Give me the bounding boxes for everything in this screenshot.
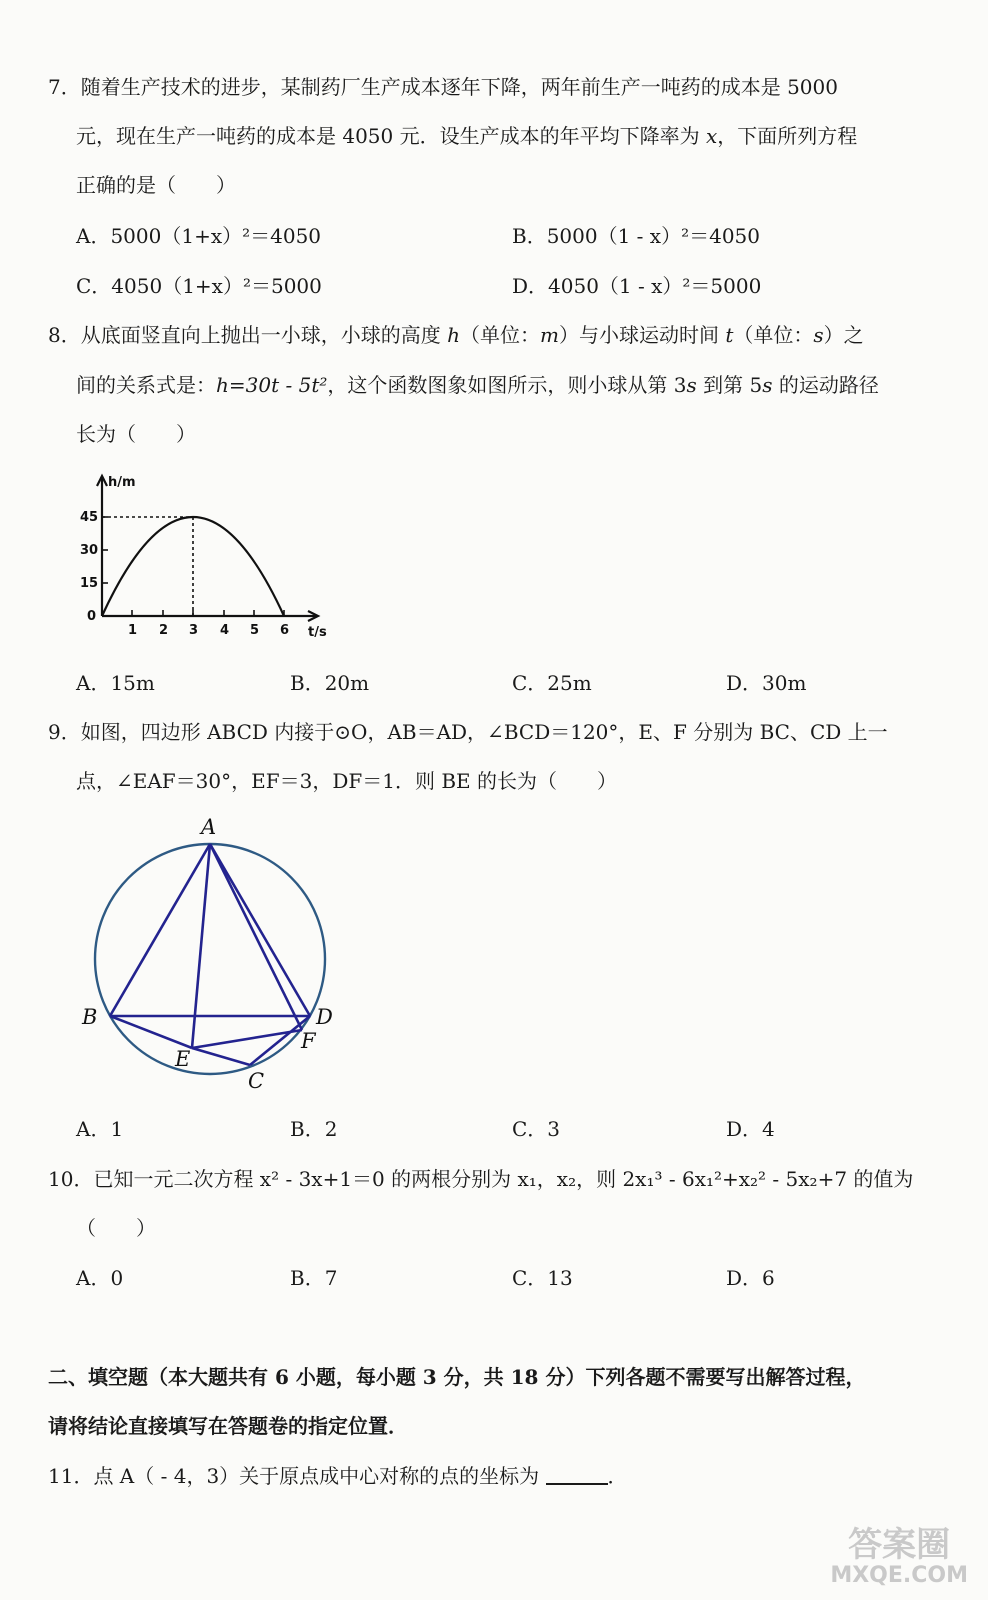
q8-option-c: C．25m [512,671,592,695]
q8-option-b: B．20m [290,671,370,695]
segment-ab [110,844,210,1016]
x-tick-2: 2 [159,623,169,638]
q10-option-d: D．6 [726,1266,775,1290]
watermark: 答案圈 MXQE.COM [830,1525,968,1588]
graph-y-label: h/m [108,475,136,490]
q8-line-2: 间的关系式是：h=30t - 5t²，这个函数图象如图所示，则小球从第 3s 到第 5s 的运动路径 [76,373,879,397]
q7-option-b: B．5000（1 - x）²＝4050 [512,224,760,248]
q7-line-2: 元，现在生产一吨药的成本是 4050 元．设生产成本的年平均下降率为 x，下面所列方程 [76,124,858,148]
q7-option-c: C．4050（1+x）²＝5000 [76,274,322,298]
segment-af [210,844,302,1030]
q10-option-a: A．0 [76,1266,124,1290]
q9-option-b: B．2 [290,1117,338,1141]
section-2-heading: 二、填空题（本大题共有 6 小题，每小题 3 分，共 18 分）下列各题不需要写出解答过程， [48,1365,866,1389]
x-tick-6: 6 [280,623,290,638]
y-tick-0: 0 [87,609,97,624]
segment-ae [192,844,210,1048]
q9-line-1: 9．如图，四边形 ABCD 内接于⊙O，AB＝AD，∠BCD＝120°，E、F 分别为 BC、CD 上一 [48,720,888,744]
section-2-heading-line-2: 请将结论直接填写在答题卷的指定位置． [48,1414,408,1438]
q11-line: 11．点 A（ - 4，3）关于原点成中心对称的点的坐标为 ． [48,1464,628,1488]
segment-ad [210,844,310,1016]
q9-option-a: A．1 [76,1117,124,1141]
q10-option-c: C．13 [512,1266,573,1290]
x-tick-1: 1 [128,623,138,638]
y-tick-15: 15 [80,576,99,591]
q9-line-2: 点，∠EAF＝30°，EF＝3，DF＝1．则 BE 的长为（ ） [76,769,617,793]
label-d: D [316,1005,333,1029]
y-tick-45: 45 [80,510,99,525]
q10-option-b: B．7 [290,1266,338,1290]
q7-line-1: 7．随着生产技术的进步，某制药厂生产成本逐年下降，两年前生产一吨药的成本是 5000 [48,75,838,99]
q10-line-1: 10．已知一元二次方程 x² - 3x+1＝0 的两根分别为 x₁，x₂，则 2x₁³ - 6x₁²+x₂² - 5x₂+7 的值为 [48,1167,914,1191]
q7-option-a: A．5000（1+x）²＝4050 [76,224,322,248]
q8-line-1: 8．从底面竖直向上抛出一小球，小球的高度 h（单位：m）与小球运动时间 t（单位：s）之 [48,323,864,347]
label-f: F [301,1029,316,1053]
x-tick-4: 4 [220,623,230,638]
graph-x-label: t/s [308,625,327,640]
x-tick-3: 3 [189,623,199,638]
label-b: B [82,1005,98,1029]
q9-option-d: D．4 [726,1117,775,1141]
geometry-figure [80,812,340,1097]
q9-option-c: C．3 [512,1117,561,1141]
q10-line-2: （ ） [76,1216,156,1240]
q7-option-d: D．4050（1 - x）²＝5000 [512,274,762,298]
segment-ec [192,1048,250,1065]
label-e: E [175,1047,191,1071]
q8-option-a: A．15m [76,671,155,695]
label-c: C [248,1069,265,1093]
label-a: A [201,815,217,839]
parabola-graph [72,468,332,643]
circle-o [95,844,325,1074]
answer-blank[interactable] [546,1463,608,1485]
q8-option-d: D．30m [726,671,807,695]
q8-line-3: 长为（ ） [76,422,196,446]
x-tick-5: 5 [250,623,260,638]
y-tick-30: 30 [80,543,99,558]
q7-line-3: 正确的是（ ） [76,173,236,197]
